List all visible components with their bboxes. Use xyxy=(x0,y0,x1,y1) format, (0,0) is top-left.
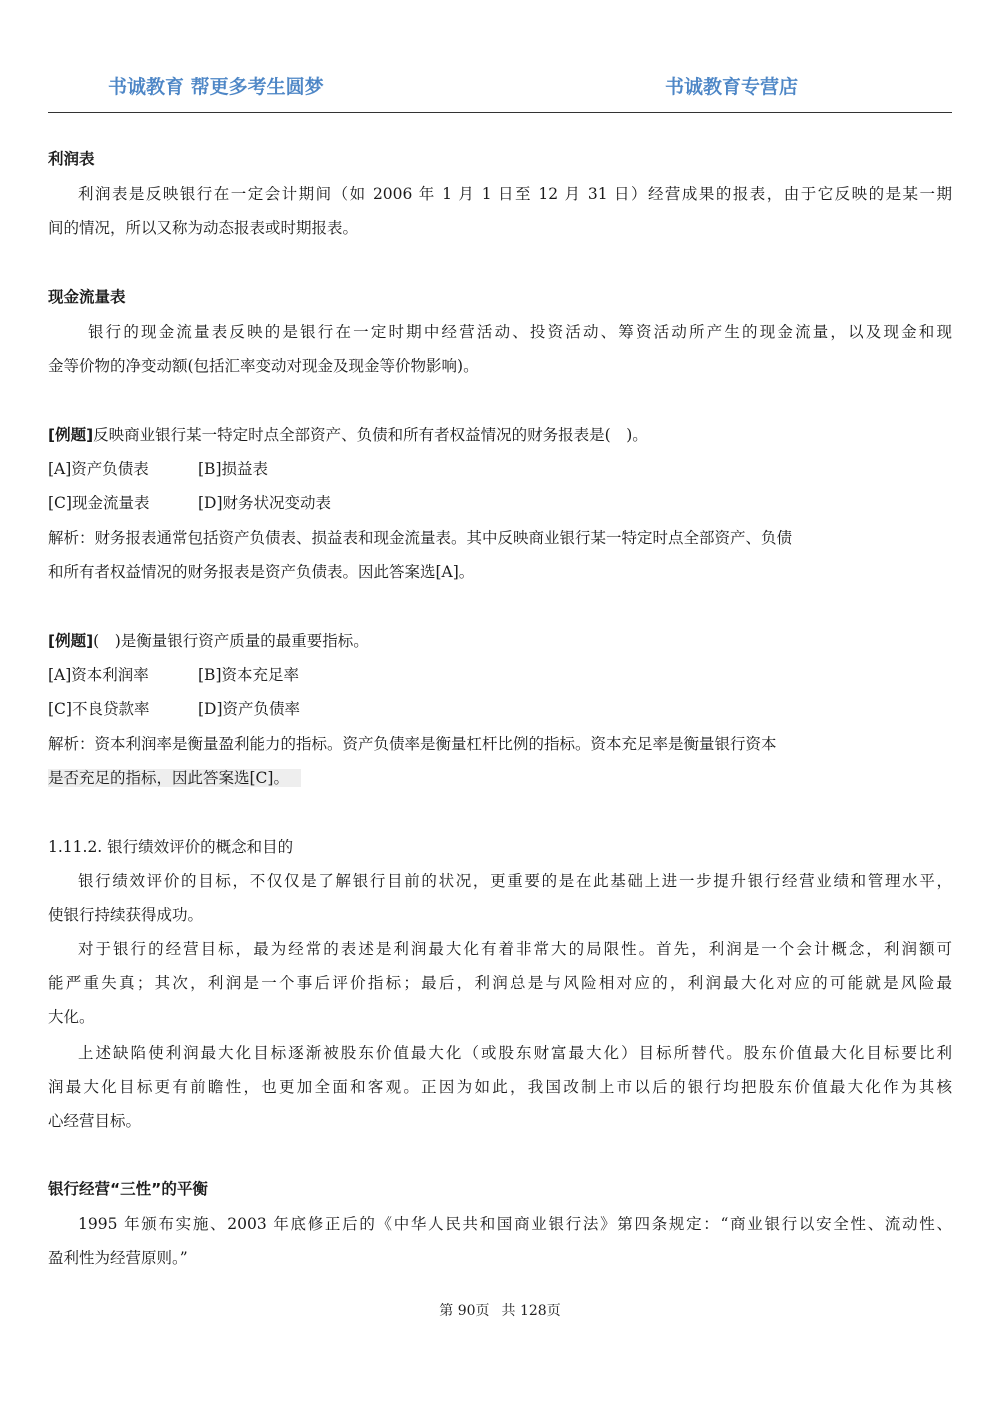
paragraph-line: 上述缺陷使利润最大化目标逐渐被股东价值最大化（或股东财富最大化）目标所替代。股东价值最大化目标要比利 xyxy=(78,1044,952,1062)
header-store-name: 书诚教育专营店 xyxy=(665,76,799,98)
analysis-line: 解析：资本利润率是衡量盈利能力的指标。资产负债率是衡量杠杆比例的指标。资本充足率是衡量银行资本 xyxy=(48,735,777,753)
section-title-profit-statement: 利润表 xyxy=(48,150,95,168)
paragraph-line: 金等价物的净变动额(包括汇率变动对现金及现金等价物影响)。 xyxy=(48,357,479,375)
page-number: 第 90页 xyxy=(439,1303,490,1319)
total-pages: 共 128页 xyxy=(501,1303,561,1319)
analysis-line: 解析：财务报表通常包括资产负债表、损益表和现金流量表。其中反映商业银行某一特定时点全部资产、负债 xyxy=(48,529,793,547)
paragraph-line: 润最大化目标更有前瞻性，也更加全面和客观。正因为如此，我国改制上市以后的银行均把股东价值最大化作为其核 xyxy=(48,1078,952,1096)
paragraph-line: 银行绩效评价的目标，不仅仅是了解银行目前的状况，更重要的是在此基础上进一步提升银行经营业绩和管理水平， xyxy=(78,872,952,890)
options-row xyxy=(48,458,952,480)
page-footer xyxy=(0,1300,1000,1320)
example-question-2 xyxy=(48,630,952,652)
section-title-three-properties: 银行经营“三性”的平衡 xyxy=(48,1180,208,1198)
example-tag: [例题] xyxy=(48,426,94,444)
analysis-line-highlighted xyxy=(48,767,952,789)
header-divider xyxy=(48,112,952,113)
paragraph-line: 对于银行的经营目标，最为经常的表述是利润最大化有着非常大的局限性。首先，利润是一个会计概念，利润额可 xyxy=(78,940,952,958)
paragraph-line: 银行的现金流量表反映的是银行在一定时期中经营活动、投资活动、筹资活动所产生的现金流量，以及现金和现 xyxy=(88,323,952,341)
options-row xyxy=(48,698,952,720)
option-d: [D]资产负债率 xyxy=(198,700,301,718)
paragraph-line: 1995 年颁布实施、2003 年底修正后的《中华人民共和国商业银行法》第四条规定：“商业银行以安全性、流动性、 xyxy=(78,1215,952,1233)
option-a: [A]资本利润率 xyxy=(48,666,149,684)
paragraph-line: 能严重失真；其次，利润是一个事后评价指标；最后，利润总是与风险相对应的，利润最大化对应的可能就是风险最 xyxy=(48,974,952,992)
option-c: [C]现金流量表 xyxy=(48,494,150,512)
question-text: 反映商业银行某一特定时点全部资产、负债和所有者权益情况的财务报表是( )。 xyxy=(93,426,648,444)
paragraph-line: 大化。 xyxy=(48,1008,95,1026)
question-text: ( )是衡量银行资产质量的最重要指标。 xyxy=(93,632,369,650)
highlighted-text: 是否充足的指标，因此答案选[C]。 xyxy=(48,769,301,787)
option-b: [B]损益表 xyxy=(198,460,268,478)
options-row xyxy=(48,492,952,514)
paragraph-line: 利润表是反映银行在一定会计期间（如 2006 年 1 月 1 日至 12 月 31 日）经营成果的报表，由于它反映的是某一期 xyxy=(78,185,952,203)
option-d: [D]财务状况变动表 xyxy=(198,494,332,512)
section-title-performance: 1.11.2. 银行绩效评价的概念和目的 xyxy=(48,838,294,856)
paragraph-line: 盈利性为经营原则。” xyxy=(48,1249,188,1267)
paragraph-line: 使银行持续获得成功。 xyxy=(48,906,204,924)
option-b: [B]资本充足率 xyxy=(198,666,299,684)
options-row xyxy=(48,664,952,686)
section-title-cash-flow: 现金流量表 xyxy=(48,288,126,306)
analysis-line: 和所有者权益情况的财务报表是资产负债表。因此答案选[A]。 xyxy=(48,563,475,581)
option-a: [A]资产负债表 xyxy=(48,460,149,478)
header-slogan: 书诚教育 帮更多考生圆梦 xyxy=(108,76,324,98)
option-c: [C]不良贷款率 xyxy=(48,700,150,718)
example-question-1 xyxy=(48,424,952,446)
paragraph-line: 心经营目标。 xyxy=(48,1112,142,1130)
example-tag: [例题] xyxy=(48,632,94,650)
paragraph-line: 间的情况，所以又称为动态报表或时期报表。 xyxy=(48,219,359,237)
